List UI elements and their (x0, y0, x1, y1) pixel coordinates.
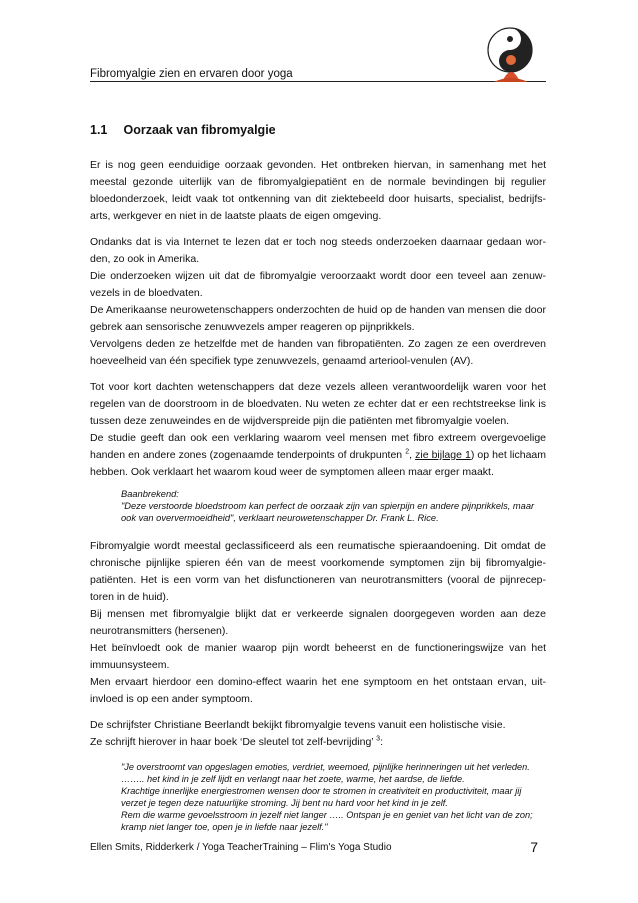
footnote-ref-2: 2 (405, 448, 410, 456)
paragraph-5b-text: Ze schrijft hierover in haar boek ‘De sleutel tot zelf-bevrijding’ (90, 736, 377, 748)
callout-text: "Deze verstoorde bloedstroom kan perfect de oorzaak zijn van spierpijn en andere pijnprikkels, maar ook van oververmoeidheid", verklaart neurowetenschapper Dr. Frank L. Rice. (121, 501, 535, 523)
book-quote (121, 761, 546, 833)
callout-note (121, 488, 546, 524)
header-title: Fibromyalgie zien en ervaren door yoga (90, 68, 293, 80)
paragraph-3b-sep: , (409, 449, 416, 461)
footer-credit: Ellen Smits, Ridderkerk / Yoga TeacherTraining – Flim's Yoga Studio (90, 842, 392, 853)
paragraph-4b: Bij mensen met fibromyalgie blijkt dat er verkeerde signalen doorgegeven worden aan deze neurotransmitters (hersenen). (90, 608, 546, 637)
section-heading (90, 123, 276, 137)
paragraph-2d: Vervolgens deden ze hetzelfde met de handen van fibropatiënten. Zo zagen ze een overdreven hoeveelheid van één specifiek type zenuwvezels, genaamd arteriool-venulen (AV). (90, 338, 546, 367)
paragraph-3a: Tot voor kort dachten wetenschappers dat deze vezels alleen verantwoordelijk waren voor het regelen van de doorstroom in de bloedvaten. Nu weten ze echter dat er een rechtstreekse link is tussen deze zenuweindes en de wijdverspreide pijn die patiënten met fibromyalgie voelen. (90, 381, 546, 427)
paragraph-3b-text: De studie geeft dan ook een verklaring waarom veel mensen met fibro extreem overgevoelige handen en andere zones (zogenaamde tenderpoints of drukpunten (90, 432, 546, 461)
footnote-ref-3: 3 (376, 735, 381, 743)
page-header (90, 68, 546, 82)
page-footer (90, 839, 546, 855)
quote-line-3: Rem die warme gevoelsstroom in jezelf niet langer ….. Ontspan je en geniet van het licht van de zon; kramp niet langer toe, open je in liefde naar jezelf." (121, 810, 533, 832)
section-title: Oorzaak van fibromyalgie (123, 123, 276, 137)
section-number: 1.1 (90, 123, 108, 137)
quote-line-2: Krachtige innerlijke energiestromen wensen door te stromen in creativiteit en productiviteit, maar jij verzet je tegen deze natuurlijke stroming. Jij bent nu hard voor het kind in je zelf. (121, 786, 522, 808)
paragraph-3b-end: ) op het lichaam hebben. Ook verklaart het waarom koud weer de symptomen alleen maar erger maakt. (90, 449, 546, 478)
paragraph-3b (90, 430, 546, 481)
paragraph-1: Er is nog geen eenduidige oorzaak gevonden. Het ontbreken hiervan, in samenhang met het meestal gezonde uiterlijk van de fibromyalgiepatiënt en de normale bevindingen bij regulier bloedonderzoek, leidt vaak tot ontkenning van dit ziektebeeld door huisarts, specialist, bedrijfs-arts, werkgever en niet in de laatste plaats de eigen omgeving. (90, 159, 546, 222)
callout-label: Baanbrekend: (121, 489, 179, 499)
paragraph-2c: De Amerikaanse neurowetenschappers onderzochten de huid op de handen van mensen die door gebrek aan sensorische zenuwvezels amper reageren op pijnprikkels. (90, 304, 546, 333)
paragraph-4a: Fibromyalgie wordt meestal geclassificeerd als een reumatische spieraandoening. Dit omdat de chronische pijnlijke spieren één van de meest voorkomende symptomen zijn bij fibromyalgie-patiënten. Het is een vorm van het disfunctioneren van neurotransmitters (vooral de pijnrecep-toren in de huid). (90, 540, 546, 603)
paragraph-4c: Het beïnvloedt ook de manier waarop pijn wordt beheerst en de functioneringswijze van het immuunsysteem. (90, 642, 546, 671)
paragraph-2a: Ondanks dat is via Internet te lezen dat er toch nog steeds onderzoeken daarnaar gedaan wor-den, zo ook in Amerika. (90, 236, 546, 265)
body-text (90, 157, 546, 833)
page-number: 7 (530, 839, 538, 855)
paragraph-4d: Men ervaart hierdoor een domino-effect waarin het ene symptoom en het ontstaan ervan, uit-invloed is op een ander symptoom. (90, 676, 546, 705)
paragraph-2b: Die onderzoeken wijzen uit dat de fibromyalgie veroorzaakt wordt door een teveel aan zenuw-vezels in de bloedvaten. (90, 270, 546, 299)
paragraph-5a: De schrijfster Christiane Beerlandt bekijkt fibromyalgie tevens vanuit een holistische visie. (90, 719, 506, 731)
yin-yang-meditation-logo (480, 24, 542, 84)
paragraph-5b (90, 734, 546, 751)
appendix-link[interactable]: zie bijlage 1 (415, 449, 471, 461)
paragraph-5b-end: : (380, 736, 383, 748)
quote-line-1: "Je overstroomt van opgeslagen emoties, verdriet, weemoed, pijnlijke herinneringen uit het verleden. …….. het kind in je zelf lijdt en verlangt naar het zoete, warme, het aardse, de liefde. (121, 762, 530, 784)
